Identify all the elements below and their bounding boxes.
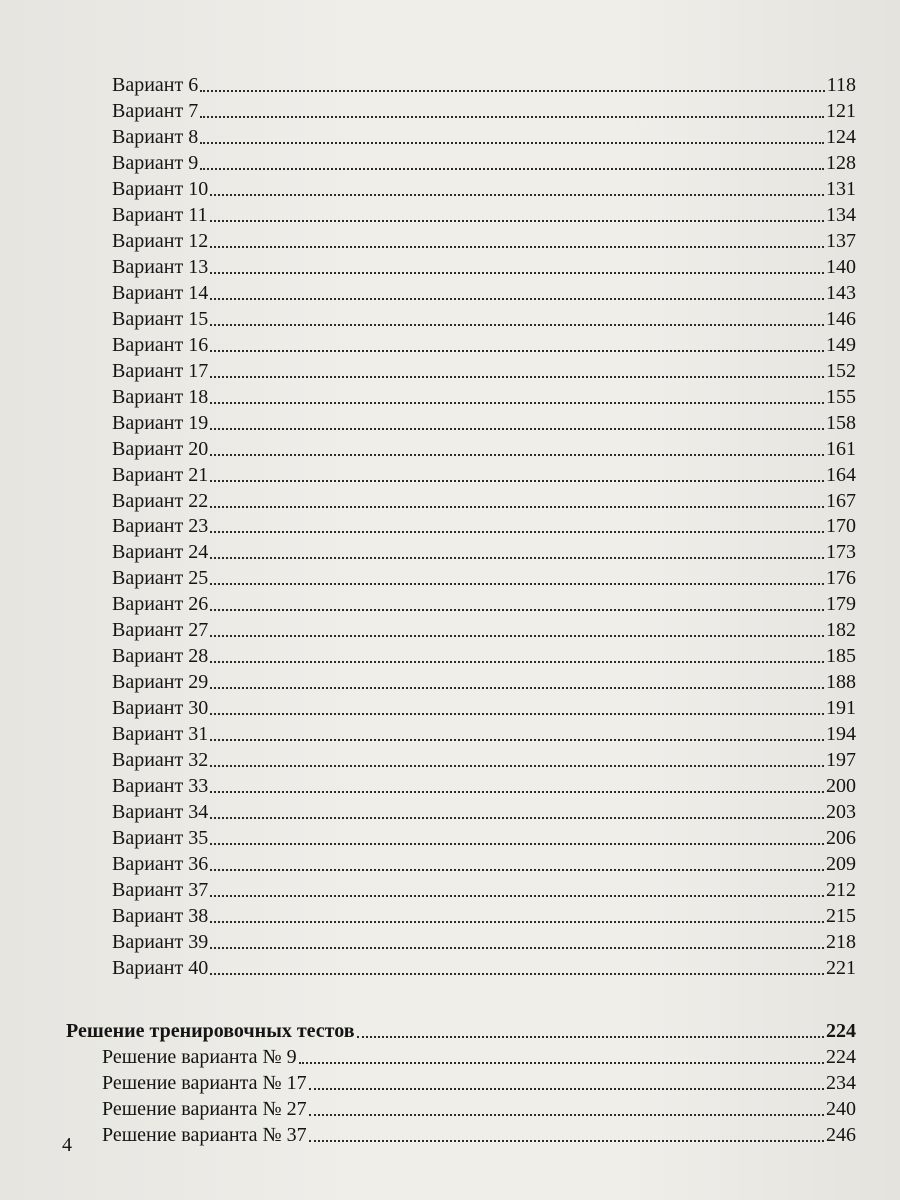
toc-entry-solution bbox=[102, 1096, 856, 1122]
toc-entry-variant bbox=[112, 747, 856, 773]
dot-leader bbox=[210, 635, 824, 637]
toc-entry-label: Вариант 14 bbox=[112, 282, 209, 304]
toc-entry-label: Вариант 18 bbox=[112, 386, 209, 408]
toc-entry-page: 149 bbox=[826, 334, 856, 356]
toc-entry-label: Вариант 33 bbox=[112, 775, 209, 797]
toc-entry-page: 203 bbox=[826, 801, 856, 823]
toc-entry-variant bbox=[112, 488, 856, 514]
toc-entry-page: 118 bbox=[826, 74, 856, 96]
toc-entry-variant bbox=[112, 903, 856, 929]
toc-entry-label: Решение варианта № 27 bbox=[102, 1098, 307, 1120]
toc-entry-label: Вариант 24 bbox=[112, 541, 209, 563]
toc-entry-page: 191 bbox=[826, 697, 856, 719]
dot-leader bbox=[309, 1140, 824, 1142]
dot-leader bbox=[210, 557, 824, 559]
toc-entry-label: Вариант 27 bbox=[112, 619, 209, 641]
toc-entry-label: Вариант 9 bbox=[112, 152, 199, 174]
toc-entry-page: 152 bbox=[826, 360, 856, 382]
dot-leader bbox=[309, 1114, 824, 1116]
toc-entry-label: Вариант 22 bbox=[112, 490, 209, 512]
toc-entry-label: Вариант 38 bbox=[112, 905, 209, 927]
toc-entry-page: 167 bbox=[826, 490, 856, 512]
dot-leader bbox=[210, 220, 825, 222]
dot-leader bbox=[210, 973, 824, 975]
toc-entry-page: 128 bbox=[826, 152, 856, 174]
dot-leader bbox=[210, 272, 824, 274]
toc-entry-variant bbox=[112, 358, 856, 384]
dot-leader bbox=[210, 869, 824, 871]
dot-leader bbox=[210, 791, 824, 793]
dot-leader bbox=[210, 506, 824, 508]
toc-entry-solution bbox=[102, 1044, 856, 1070]
toc-entry-page: 206 bbox=[826, 827, 856, 849]
dot-leader bbox=[210, 298, 824, 300]
toc-entry-label: Вариант 26 bbox=[112, 593, 209, 615]
toc-entry-variant bbox=[112, 539, 856, 565]
toc-entry-page: 134 bbox=[826, 204, 856, 226]
toc-entry-label: Вариант 20 bbox=[112, 438, 209, 460]
toc-entry-variant bbox=[112, 332, 856, 358]
dot-leader bbox=[210, 454, 824, 456]
toc-entry-variant bbox=[112, 799, 856, 825]
toc-entry-label: Решение варианта № 37 bbox=[102, 1124, 307, 1146]
toc-entry-label: Решение варианта № 17 bbox=[102, 1072, 307, 1094]
dot-leader bbox=[200, 116, 824, 118]
dot-leader bbox=[210, 583, 824, 585]
toc-entry-label: Вариант 11 bbox=[112, 204, 208, 226]
toc-entry-label: Вариант 36 bbox=[112, 853, 209, 875]
toc-entry-label: Вариант 19 bbox=[112, 412, 209, 434]
toc-entry-label: Вариант 40 bbox=[112, 957, 209, 979]
dot-leader bbox=[210, 947, 824, 949]
toc-entry-page: 212 bbox=[826, 879, 856, 901]
dot-leader bbox=[200, 142, 824, 144]
dot-leader bbox=[210, 194, 824, 196]
dot-leader bbox=[210, 739, 824, 741]
toc-entry-page: 224 bbox=[826, 1046, 856, 1068]
toc-entry-page: 221 bbox=[826, 957, 856, 979]
toc-entry-label: Вариант 10 bbox=[112, 178, 209, 200]
toc-entry-page: 218 bbox=[826, 931, 856, 953]
dot-leader bbox=[210, 817, 824, 819]
dot-leader bbox=[210, 246, 824, 248]
toc-entry-page: 173 bbox=[826, 541, 856, 563]
toc-entry-label: Вариант 7 bbox=[112, 100, 199, 122]
toc-entry-page: 158 bbox=[826, 412, 856, 434]
toc-entry-label: Вариант 17 bbox=[112, 360, 209, 382]
toc-entry-variant bbox=[112, 228, 856, 254]
toc-entry-page: 185 bbox=[826, 645, 856, 667]
toc-entry-page: 194 bbox=[826, 723, 856, 745]
dot-leader bbox=[210, 687, 824, 689]
toc-entry-page: 143 bbox=[826, 282, 856, 304]
toc-entry-variant bbox=[112, 669, 856, 695]
toc-entry-variant bbox=[112, 254, 856, 280]
toc-entry-page: 170 bbox=[826, 515, 856, 537]
toc-entry-variant bbox=[112, 436, 856, 462]
toc-entry-page: 137 bbox=[826, 230, 856, 252]
toc-entry-page: 176 bbox=[826, 567, 856, 589]
dot-leader bbox=[210, 609, 824, 611]
toc-entry-variant bbox=[112, 384, 856, 410]
toc-entry-label: Вариант 12 bbox=[112, 230, 209, 252]
toc-entry-label: Вариант 39 bbox=[112, 931, 209, 953]
toc-entry-page: 209 bbox=[826, 853, 856, 875]
dot-leader bbox=[210, 402, 824, 404]
dot-leader bbox=[357, 1036, 824, 1038]
toc-entry-label: Вариант 31 bbox=[112, 723, 209, 745]
toc-entry-page: 197 bbox=[826, 749, 856, 771]
dot-leader bbox=[210, 350, 824, 352]
toc-entry-page: 246 bbox=[826, 1124, 856, 1146]
toc-entry-variant bbox=[112, 410, 856, 436]
toc-entry-page: 240 bbox=[826, 1098, 856, 1120]
dot-leader bbox=[210, 921, 824, 923]
toc-entry-label: Вариант 30 bbox=[112, 697, 209, 719]
toc-entry-page: 164 bbox=[826, 464, 856, 486]
toc-entry-variant bbox=[112, 773, 856, 799]
dot-leader bbox=[200, 90, 824, 92]
toc-entry-variant bbox=[112, 851, 856, 877]
dot-leader bbox=[210, 376, 824, 378]
toc-entry-variant bbox=[112, 591, 856, 617]
toc-entry-variant bbox=[112, 202, 856, 228]
dot-leader bbox=[210, 324, 824, 326]
toc-entry-variant bbox=[112, 955, 856, 981]
toc-entry-variant bbox=[112, 513, 856, 539]
toc-entry-variant bbox=[112, 462, 856, 488]
toc-entry-label: Вариант 8 bbox=[112, 126, 199, 148]
toc-entry-label: Вариант 6 bbox=[112, 74, 199, 96]
toc-entry-variant bbox=[112, 695, 856, 721]
dot-leader bbox=[210, 843, 824, 845]
toc-entry-solution bbox=[102, 1122, 856, 1148]
toc-entry-variant bbox=[112, 98, 856, 124]
toc-entry-label: Вариант 15 bbox=[112, 308, 209, 330]
toc-entry-page: 234 bbox=[826, 1072, 856, 1094]
toc-entry-variant bbox=[112, 176, 856, 202]
toc-entry-page: 161 bbox=[826, 438, 856, 460]
toc-entry-page: 182 bbox=[826, 619, 856, 641]
toc-entry-variant bbox=[112, 825, 856, 851]
toc-entry-page: 121 bbox=[826, 100, 856, 122]
toc-entry-variant bbox=[112, 617, 856, 643]
toc-entry-label: Вариант 37 bbox=[112, 879, 209, 901]
dot-leader bbox=[299, 1062, 824, 1064]
toc-entry-page: 131 bbox=[826, 178, 856, 200]
dot-leader bbox=[210, 713, 824, 715]
toc-entry-variant bbox=[112, 721, 856, 747]
toc-section-heading bbox=[66, 1018, 856, 1044]
toc-entry-page: 215 bbox=[826, 905, 856, 927]
dot-leader bbox=[309, 1088, 824, 1090]
toc-entry-page: 179 bbox=[826, 593, 856, 615]
toc-entry-variant bbox=[112, 150, 856, 176]
toc-entry-label: Вариант 21 bbox=[112, 464, 209, 486]
toc-entry-variant bbox=[112, 306, 856, 332]
dot-leader bbox=[200, 168, 824, 170]
toc-entry-label: Вариант 13 bbox=[112, 256, 209, 278]
toc-entry-label: Вариант 34 bbox=[112, 801, 209, 823]
toc-entry-variant bbox=[112, 565, 856, 591]
toc-entry-label: Вариант 29 bbox=[112, 671, 209, 693]
toc-entry-variant bbox=[112, 643, 856, 669]
toc-entry-label: Вариант 35 bbox=[112, 827, 209, 849]
toc-entry-page: 188 bbox=[826, 671, 856, 693]
toc-entry-label: Решение варианта № 9 bbox=[102, 1046, 297, 1068]
dot-leader bbox=[210, 661, 824, 663]
page-number: 4 bbox=[62, 1134, 72, 1156]
toc-entry-variant bbox=[112, 72, 856, 98]
toc-entry-label: Вариант 16 bbox=[112, 334, 209, 356]
dot-leader bbox=[210, 531, 824, 533]
toc-entry-label: Вариант 25 bbox=[112, 567, 209, 589]
toc-entry-variant bbox=[112, 280, 856, 306]
toc-entry-page: 200 bbox=[826, 775, 856, 797]
toc-entry-solution bbox=[102, 1070, 856, 1096]
toc-entry-label: Решение тренировочных тестов bbox=[66, 1020, 355, 1042]
toc-entry-page: 140 bbox=[826, 256, 856, 278]
dot-leader bbox=[210, 480, 824, 482]
toc-entry-label: Вариант 23 bbox=[112, 515, 209, 537]
toc-entry-page: 146 bbox=[826, 308, 856, 330]
toc-entry-label: Вариант 32 bbox=[112, 749, 209, 771]
toc-entry-variant bbox=[112, 929, 856, 955]
toc-entry-page: 224 bbox=[826, 1020, 856, 1042]
toc-entry-variant bbox=[112, 877, 856, 903]
toc-entry-variant bbox=[112, 124, 856, 150]
dot-leader bbox=[210, 765, 824, 767]
dot-leader bbox=[210, 895, 824, 897]
toc-entry-page: 124 bbox=[826, 126, 856, 148]
toc-entry-page: 155 bbox=[826, 386, 856, 408]
toc-entry-label: Вариант 28 bbox=[112, 645, 209, 667]
dot-leader bbox=[210, 428, 824, 430]
